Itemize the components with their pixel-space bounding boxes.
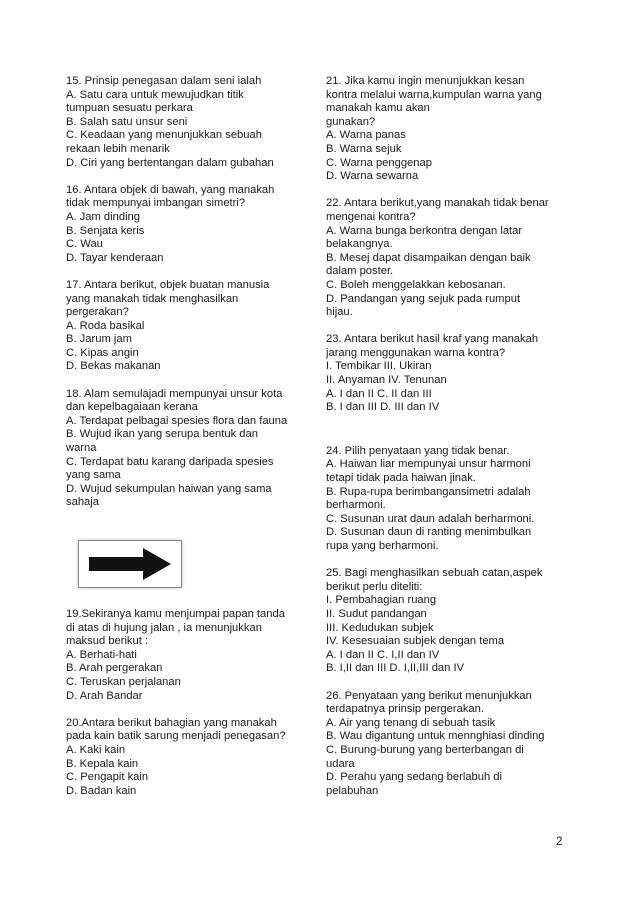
question-15-line: tumpuan sesuatu perkara: [66, 102, 193, 115]
question-20-line: 20.Antara berikut bahagian yang manakah: [66, 716, 277, 729]
question-22-line: D. Pandangan yang sejuk pada rumput: [326, 292, 521, 305]
question-24-line: rupa yang berharmoni.: [326, 540, 439, 552]
question-17-line: 17. Antara berikut, objek buatan manusia: [66, 278, 270, 291]
question-19: [66, 608, 311, 703]
question-23-line: II. Anyaman IV. Tenunan: [326, 374, 447, 387]
left-column: [66, 75, 311, 798]
question-15-line: C. Keadaan yang menunjukkan sebuah: [66, 129, 262, 142]
question-24-line: 24. Pilih penyataan yang tidak benar.: [326, 444, 510, 457]
question-22-line: hijau.: [326, 306, 353, 319]
question-21-line: B. Warna sejuk: [326, 142, 402, 155]
question-18-line: A. Terdapat pelbagai spesies flora dan fauna: [66, 414, 288, 427]
question-22: [326, 197, 576, 319]
question-22-line: A. Warna bunga berkontra dengan latar: [326, 224, 523, 237]
question-17: [66, 279, 311, 374]
question-17-line: B. Jarum jam: [66, 333, 132, 346]
question-18-line: B. Wujud ikan yang serupa bentuk dan: [66, 428, 258, 441]
question-24: [326, 445, 576, 554]
question-16-line: tidak mempunyai imbangan simetri?: [66, 197, 246, 210]
question-21-line: A. Warna panas: [326, 129, 406, 142]
question-20-line: pada kain batik sarung menjadi penegasan?: [66, 730, 286, 743]
question-26-line: A. Air yang tenang di sebuah tasik: [326, 716, 496, 729]
question-15-line: 15. Prinsip penegasan dalam seni ialah: [66, 75, 262, 87]
question-19-line: 19.Sekiranya kamu menjumpai papan tanda: [66, 608, 285, 620]
question-19-line: D. Arah Bandar: [66, 689, 143, 702]
question-25-line: A. I dan II C. I,II dan IV: [326, 648, 440, 661]
question-23-line: B. I dan III D. III dan IV: [326, 401, 440, 414]
question-20: [66, 717, 311, 799]
right-column: [326, 75, 576, 798]
question-22-line: B. Mesej dapat disampaikan dengan baik: [326, 251, 531, 264]
question-21-line: manakah kamu akan: [326, 102, 430, 115]
question-17-line: C. Kipas angin: [66, 346, 139, 359]
question-23-line: jarang menggunakan warna kontra?: [326, 346, 506, 359]
question-22-line: 22. Antara berikut,yang manakah tidak benar: [326, 197, 549, 210]
question-18-line: 18. Alam semulajadi mempunyai unsur kota: [66, 387, 283, 400]
question-18-line: yang sama: [66, 469, 121, 482]
page-number: 2: [556, 836, 563, 848]
question-21-line: 21. Jika kamu ingin menunjukkan kesan: [326, 75, 525, 87]
question-16-line: 16. Antara objek di bawah, yang manakah: [66, 183, 275, 196]
question-20-line: B. Kepala kain: [66, 757, 139, 770]
question-16-line: D. Tayar kenderaan: [66, 251, 164, 264]
question-24-line: B. Rupa-rupa berimbangansimetri adalah: [326, 485, 531, 498]
question-18-line: sahaja: [66, 496, 99, 509]
question-16-line: C. Wau: [66, 238, 103, 251]
question-22-line: dalam poster.: [326, 265, 394, 278]
question-24-line: D. Susunan daun di ranting menimbulkan: [326, 526, 532, 539]
question-25-line: II. Sudut pandangan: [326, 607, 427, 620]
question-15-line: rekaan lebih menarik: [66, 142, 170, 155]
question-26-line: D. Perahu yang sedang berlabuh di: [326, 771, 503, 784]
question-24-line: berharmoni.: [326, 499, 386, 512]
question-19-line: di atas di hujung jalan , ia menunjukkan: [66, 621, 262, 634]
question-23-line: 23. Antara berikut hasil kraf yang manakah: [326, 333, 539, 346]
question-25-line: I. Pembahagian ruang: [326, 594, 437, 607]
question-16-line: A. Jam dinding: [66, 210, 141, 223]
question-24-line: C. Susunan urat daun adalah berharmoni.: [326, 512, 535, 525]
question-26-line: udara: [326, 757, 355, 770]
question-15: [66, 75, 311, 170]
question-20-line: D. Badan kain: [66, 784, 137, 797]
question-18: [66, 388, 311, 510]
question-25-line: berikut perlu diteliti:: [326, 580, 423, 593]
question-16-line: B. Senjata keris: [66, 224, 145, 237]
question-26: [326, 690, 576, 799]
question-25: [326, 567, 576, 676]
question-17-line: pergerakan?: [66, 306, 129, 319]
question-26-line: B. Wau digantung untuk mennghiasi dinding: [326, 730, 545, 743]
question-24-line: tetapi tidak pada haiwan jinak.: [326, 472, 476, 485]
question-22-line: belakangnya.: [326, 238, 393, 251]
question-18-line: dan kepelbagaiaan kerana: [66, 401, 198, 414]
question-20-line: C. Pengapit kain: [66, 771, 149, 784]
question-23: [326, 333, 576, 415]
question-18-line: C. Terdapat batu karang daripada spesies: [66, 455, 274, 468]
question-17-line: yang manakah tidak menghasilkan: [66, 292, 239, 305]
question-26-line: 26. Penyataan yang berikut menunjukkan: [326, 689, 532, 702]
question-22-line: C. Boleh menggelakkan kebosanan.: [326, 278, 506, 291]
question-18-line: D. Wujud sekumpulan haiwan yang sama: [66, 482, 272, 495]
question-19-line: A. Berhati-hati: [66, 648, 137, 661]
question-21-line: kontra melalui warna,kumpulan warna yang: [326, 88, 542, 101]
question-23-line: A. I dan II C. II dan III: [326, 387, 432, 400]
road-sign-image: [78, 540, 182, 588]
question-21-line: gunakan?: [326, 115, 376, 128]
question-20-line: A. Kaki kain: [66, 743, 126, 756]
question-21-line: D. Warna sewarna: [326, 170, 419, 183]
question-25-line: III. Kedudukan subjek: [326, 621, 434, 634]
question-25-line: 25. Bagi menghasilkan sebuah catan,aspek: [326, 567, 543, 580]
question-21: [326, 75, 576, 184]
question-15-line: B. Salah satu unsur seni: [66, 115, 188, 128]
question-26-line: terdapatnya prinsip pergerakan.: [326, 703, 484, 716]
question-19-line: maksud berikut :: [66, 635, 149, 648]
question-21-line: C. Warna penggenap: [326, 156, 432, 169]
question-19-line: B. Arah pergerakan: [66, 662, 163, 675]
question-25-line: B. I,II dan III D. I,II,III dan IV: [326, 662, 465, 675]
question-15-line: A. Satu cara untuk mewujudkan titik: [66, 88, 244, 101]
question-19-line: C. Teruskan perjalanan: [66, 675, 181, 688]
question-25-line: IV. Kesesuaian subjek dengan tema: [326, 635, 505, 648]
question-16: [66, 184, 311, 266]
question-26-line: C. Burung-burung yang berterbangan di: [326, 743, 524, 756]
question-15-line: D. Ciri yang bertentangan dalam gubahan: [66, 156, 274, 169]
question-18-line: warna: [66, 442, 97, 455]
question-17-line: D. Bekas makanan: [66, 360, 161, 373]
question-17-line: A. Roda basikal: [66, 319, 145, 332]
question-23-line: I. Tembikar III. Ukiran: [326, 360, 432, 373]
question-22-line: mengenai kontra?: [326, 210, 416, 223]
question-24-line: A. Haiwan liar mempunyai unsur harmoni: [326, 458, 531, 471]
question-26-line: pelabuhan: [326, 784, 379, 797]
right-arrow-icon: [87, 546, 173, 582]
